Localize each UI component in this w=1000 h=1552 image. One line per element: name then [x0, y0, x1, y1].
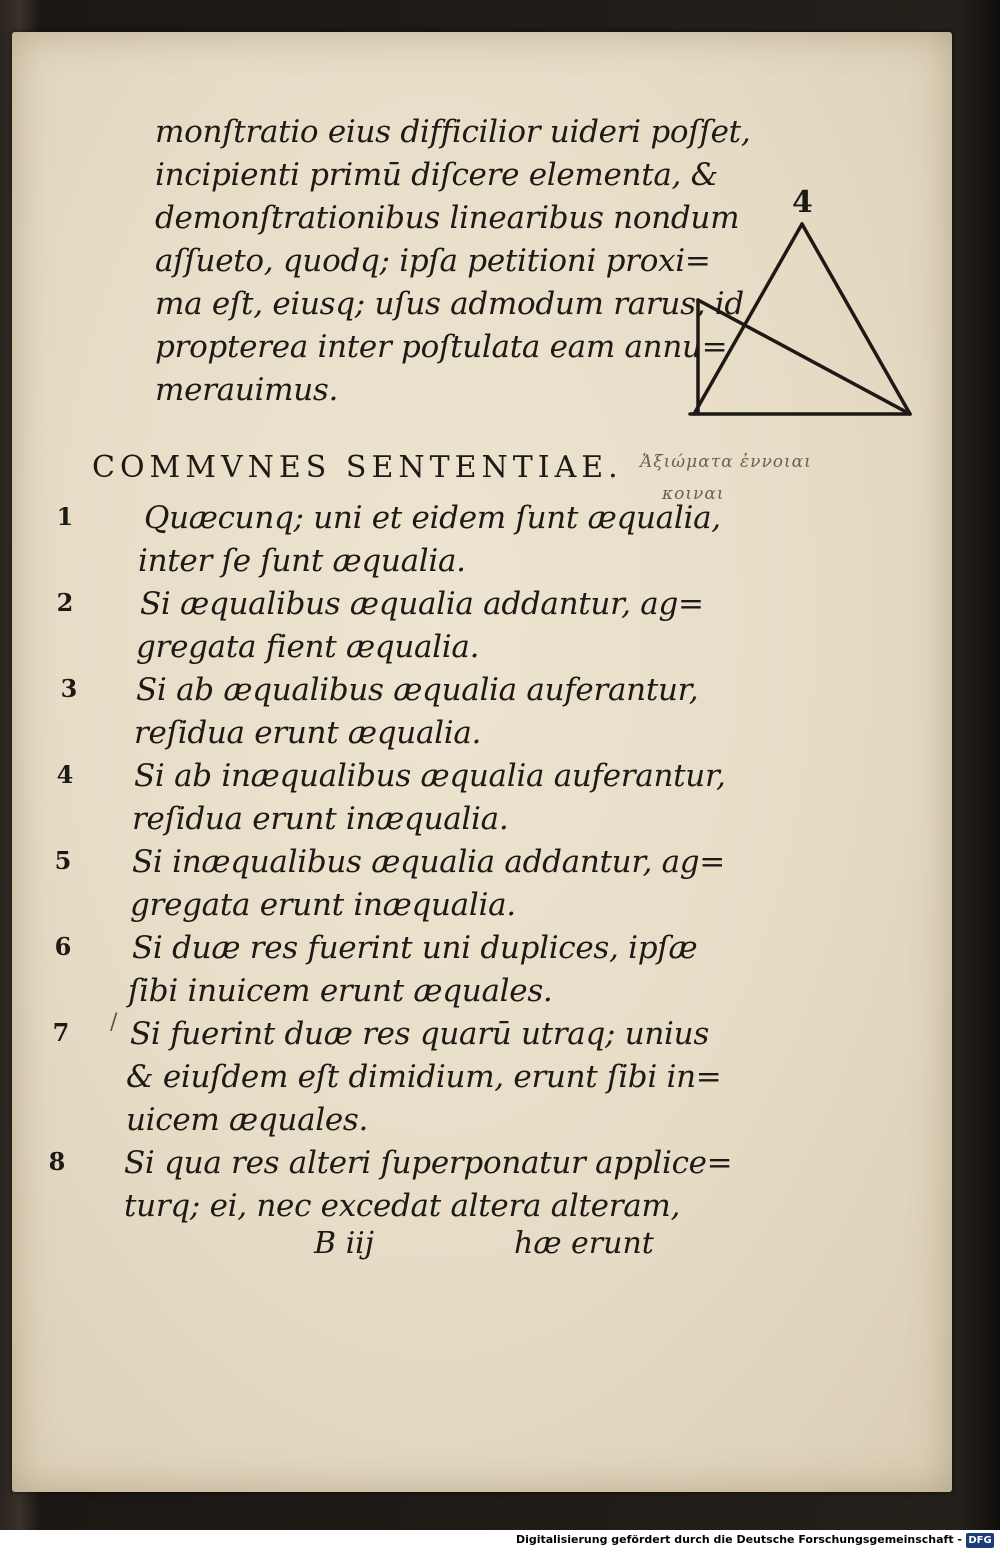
sentence-line: Si duæ res fuerint uni duplices, ipſæ	[132, 930, 698, 966]
triangle-diagram	[684, 182, 924, 432]
sentence-line: turq; ei, nec excedat altera alteram,	[124, 1188, 681, 1224]
section-heading: COMMVNES SENTENTIAE.	[92, 450, 623, 485]
intro-line: aſſueto, quodq; ipſa petitioni proxi=	[155, 243, 711, 279]
sentence-line: Si inæqualibus æqualia addantur, ag=	[132, 844, 725, 880]
intro-line: propterea inter poſtulata eam annu=	[155, 329, 728, 365]
sentence-number: 2	[56, 588, 74, 617]
sentence-number: 3	[60, 674, 78, 703]
intro-line: monſtratio eius difficilior uideri poſſet,	[155, 114, 751, 150]
sentence-line: reſidua erunt æqualia.	[134, 715, 482, 751]
sentence-number: 6	[54, 932, 72, 961]
sentence-line: gregata erunt inæqualia.	[130, 887, 516, 923]
margin-mark: /	[110, 1010, 118, 1035]
sentence-number: 7	[52, 1018, 70, 1047]
intro-line: incipienti primū diſcere elementa, &	[155, 157, 718, 193]
sentence-number: 4	[56, 760, 74, 789]
sentence-line: uicem æquales.	[126, 1102, 369, 1138]
handwritten-annotation: κοιναι	[662, 484, 725, 504]
sentence-line: Si æqualibus æqualia addantur, ag=	[140, 586, 704, 622]
sentence-line: & eiuſdem eſt dimidium, erunt ſibi in=	[126, 1059, 722, 1095]
sentence-line: reſidua erunt inæqualia.	[132, 801, 509, 837]
sentence-number: 5	[54, 846, 72, 875]
sentence-line: ſibi inuicem erunt æquales.	[128, 973, 553, 1009]
signature-mark: B iij	[314, 1226, 375, 1261]
book-page	[12, 32, 952, 1492]
intro-line: ma eſt, eiusq; uſus admodum rarus, id	[155, 286, 744, 322]
handwritten-annotation: Ἀξιώματα ἐννοιαι	[640, 452, 812, 472]
intro-line: demonſtrationibus linearibus nondum	[155, 200, 740, 236]
diagram-number: 4	[792, 185, 813, 220]
triangle-edge-left	[694, 224, 802, 414]
sentence-line: Quæcunq; uni et eidem ſunt æqualia,	[144, 500, 721, 536]
sentence-number: 8	[48, 1147, 66, 1176]
dfg-logo: DFG	[966, 1533, 994, 1548]
catchword: hæ erunt	[514, 1226, 654, 1261]
sentence-line: inter ſe ſunt æqualia.	[138, 543, 466, 579]
sentence-number: 1	[56, 502, 74, 531]
intro-line: merauimus.	[155, 372, 339, 408]
sentence-line: Si qua res alteri ſuperponatur applice=	[124, 1145, 733, 1181]
footer-bar	[0, 1530, 1000, 1552]
sentence-line: Si fuerint duæ res quarū utraq; unius	[130, 1016, 709, 1052]
sentence-line: gregata fient æqualia.	[136, 629, 480, 665]
footer-credit: Digitalisierung gefördert durch die Deutsche Forschungsgemeinschaft -	[515, 1533, 962, 1546]
sentence-line: Si ab inæqualibus æqualia auferantur,	[134, 758, 726, 794]
sentence-line: Si ab æqualibus æqualia auferantur,	[136, 672, 699, 708]
